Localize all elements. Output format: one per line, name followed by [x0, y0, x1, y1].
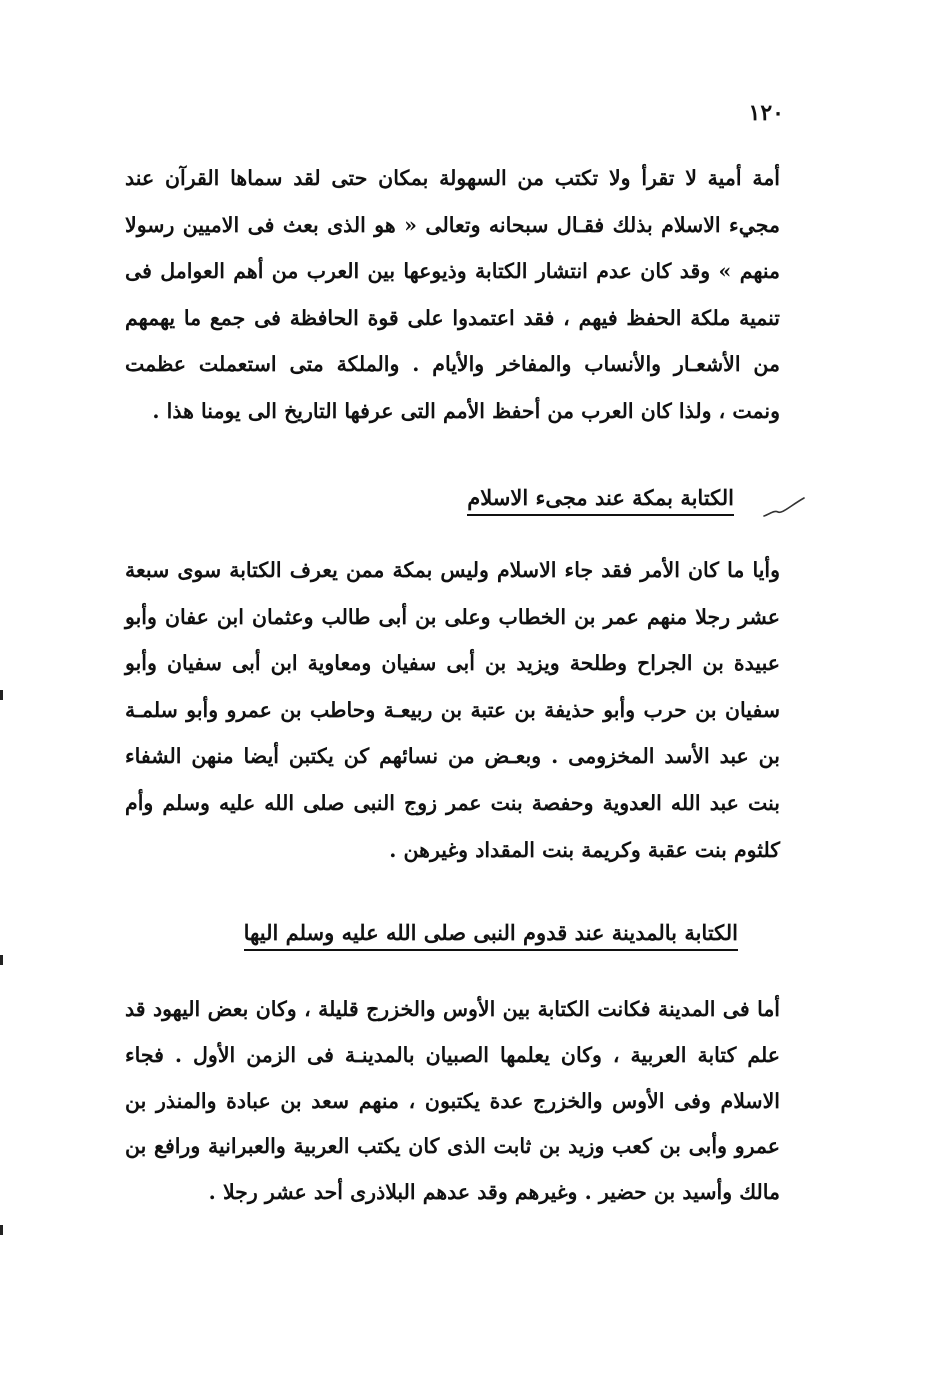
section-heading-mecca: الكتابة بمكة عند مجىء الاسلام — [467, 485, 734, 516]
paragraph-intro: أمة أمية لا تقرأ ولا تكتب من السهولة بمكان حتى لقد سماها القرآن عند مجيء الاسلام بذلك فقـال سبحانه وتعالى « هو الذى بعث فى الاميين رسولا منهم » وقد كان عدم انتشار الكتابة وذيوعها بين العرب من أهم العوامل فى تنمية ملكة الحفظ فيهم ، فقد اعتمدوا على قوة الحافظة فى جمع ما يهمهم من الأشعـار والأنساب والمفاخر والأيام . والملكة متى استعملت عظمت ونمت ، ولذا كان العرب من أحفظ الأمم التى عرفها التاريخ الى يومنا هذا . — [125, 166, 780, 423]
paragraph-medina: أما فى المدينة فكانت الكتابة بين الأوس والخزرج قليلة ، وكان بعض اليهود قد علم كتابة العربية ، وكان يعلمها الصبيان بالمدينـة فى الزمن الأول . فجاء الاسلام وفى الأوس والخزرج عدة يكتبون ، منهم سعد بن عبادة والمنذر بن عمرو وأبى بن كعب وزيد بن ثابت الذى كان يكتب العربية والعبرانية ورافع بن مالك وأسيد بن حضير . وغيرهم وقد عدهم البلاذرى أحد عشر رجلا . — [125, 997, 780, 1205]
scan-edge-mark — [0, 690, 3, 700]
paragraph-mecca: وأيا ما كان الأمر فقد جاء الاسلام وليس بمكة ممن يعرف الكتابة سوى سبعة عشر رجلا منهم عمر بن الخطاب وعلى بن أبى طالب وعثمان ابن عفان وأبو عبيدة بن الجراح وطلحة ويزيد بن أبى سفيان ومعاوية ابن أبى سفيان وأبو سفيان بن حرب وأبو حذيفة بن عتبة بن ربيعـة وحاطب بن عمرو وأبو سلمـة بن عبد الأسد المخزومى . وبعـض من نسائهم كن يكتبن أيضا منهن الشفاء بنت عبد الله العدوية وحفصة بنت عمر زوج النبى صلى الله عليه وسلم وأم كلثوم بنت عقبة وكريمة بنت المقداد وغيرهن . — [125, 558, 780, 862]
page-number: ١٢٠ — [748, 100, 784, 126]
handwritten-check-icon — [762, 494, 806, 520]
scan-edge-mark — [0, 1225, 3, 1235]
scan-edge-mark — [0, 955, 3, 965]
section-heading-medina: الكتابة بالمدينة عند قدوم النبى صلى الله عليه وسلم اليها — [244, 920, 738, 951]
